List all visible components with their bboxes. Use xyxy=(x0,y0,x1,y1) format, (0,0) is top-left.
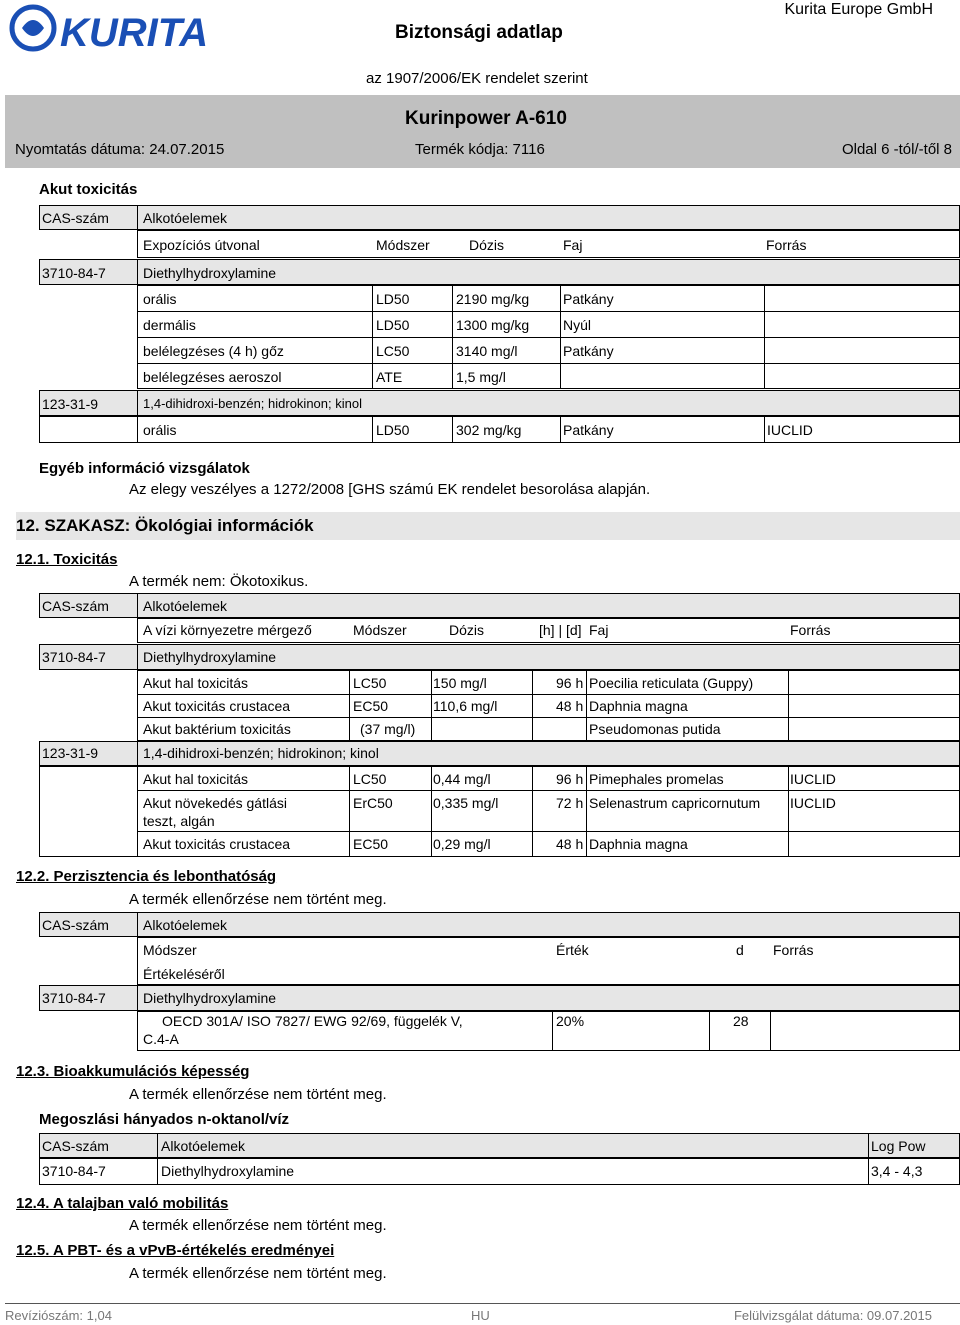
col-cas: CAS-szám xyxy=(42,598,109,614)
species: Nyúl xyxy=(563,317,592,333)
col-effect: A vízi környezetre mérgező xyxy=(143,622,312,638)
regulation-text: az 1907/2006/EK rendelet szerint xyxy=(366,70,588,87)
col-evaluation: Értékeléséről xyxy=(143,966,225,982)
method: ErC50 xyxy=(353,795,393,811)
method: EC50 xyxy=(353,698,389,714)
time: 48 h xyxy=(556,836,584,852)
company-name: Kurita Europe GmbH xyxy=(784,1,933,18)
method: LD50 xyxy=(376,422,410,438)
species: Poecilia reticulata (Guppy) xyxy=(589,675,754,691)
col-logpow: Log Pow xyxy=(871,1138,926,1154)
subsection-12-4-title: 12.4. A talajban való mobilitás xyxy=(16,1195,229,1212)
source: IUCLID xyxy=(790,795,836,811)
subsection-12-3-note: A termék ellenőrzése nem történt meg. xyxy=(129,1086,387,1103)
col-route: Expozíciós útvonal xyxy=(143,237,260,253)
revision-number: Revíziószám: 1,04 xyxy=(5,1308,112,1323)
dose: 0,335 mg/l xyxy=(433,795,499,811)
effect: Akut toxicitás crustacea xyxy=(143,836,291,852)
col-method: Módszer xyxy=(353,622,407,638)
cas-number: 3710-84-7 xyxy=(42,649,106,665)
col-components: Alkotóelemek xyxy=(143,598,228,614)
document-header xyxy=(0,0,960,170)
partition-coefficient-title: Megoszlási hányados n-oktanol/víz xyxy=(39,1111,290,1128)
method: LC50 xyxy=(353,771,387,787)
col-source: Forrás xyxy=(773,942,814,958)
document-title: Biztonsági adatlap xyxy=(395,22,563,43)
method: OECD 301A/ ISO 7827/ EWG 92/69, függelék V, xyxy=(162,1013,463,1029)
other-info-title: Egyéb információ vizsgálatok xyxy=(39,460,250,477)
cas-number: 3710-84-7 xyxy=(42,265,106,281)
col-components: Alkotóelemek xyxy=(143,917,228,933)
effect: Akut növekedés gátlási xyxy=(143,795,287,811)
component-name: 1,4-dihidroxi-benzén; hidrokinon; kinol xyxy=(143,745,379,761)
col-species: Faj xyxy=(589,622,609,638)
col-method: Módszer xyxy=(143,942,197,958)
route: belélegzéses (4 h) gőz xyxy=(143,343,284,359)
effect-continued: teszt, algán xyxy=(143,813,215,829)
species: Pimephales promelas xyxy=(589,771,724,787)
col-source: Forrás xyxy=(790,622,831,638)
dose: 150 mg/l xyxy=(433,675,487,691)
time: 96 h xyxy=(556,675,584,691)
dose: 0,44 mg/l xyxy=(433,771,491,787)
subsection-12-5-title: 12.5. A PBT- és a vPvB-értékelés eredményei xyxy=(16,1242,335,1259)
method: (37 mg/l) xyxy=(360,721,416,737)
effect: Akut hal toxicitás xyxy=(143,771,249,787)
effect: Akut toxicitás crustacea xyxy=(143,698,291,714)
subsection-12-3-title: 12.3. Bioakkumulációs képesség xyxy=(16,1063,250,1080)
col-cas: CAS-szám xyxy=(42,917,109,933)
col-components: Alkotóelemek xyxy=(143,210,228,226)
product-name: Kurinpower A-610 xyxy=(405,108,567,129)
col-source: Forrás xyxy=(766,237,807,253)
dose: 302 mg/kg xyxy=(456,422,522,438)
col-dose: Dózis xyxy=(469,237,505,253)
col-time: [h] | [d] xyxy=(539,622,582,638)
effect: Akut hal toxicitás xyxy=(143,675,249,691)
method-continued: C.4-A xyxy=(143,1031,179,1047)
col-days: d xyxy=(736,942,744,958)
col-value: Érték xyxy=(556,942,589,958)
component-name: 1,4-dihidroxi-benzén; hidrokinon; kinol xyxy=(143,396,362,411)
route: orális xyxy=(143,422,177,438)
dose: 1,5 mg/l xyxy=(456,369,506,385)
subsection-12-4-note: A termék ellenőrzése nem történt meg. xyxy=(129,1217,387,1234)
species: Patkány xyxy=(563,291,614,307)
species: Daphnia magna xyxy=(589,836,688,852)
print-date: Nyomtatás dátuma: 24.07.2015 xyxy=(15,141,225,158)
subsection-12-2-title: 12.2. Perzisztencia és lebonthatóság xyxy=(16,868,277,885)
acute-toxicity-title: Akut toxicitás xyxy=(39,181,138,198)
source: IUCLID xyxy=(767,422,813,438)
species: Selenastrum capricornutum xyxy=(589,795,761,811)
subsection-12-1-title: 12.1. Toxicitás xyxy=(16,551,118,568)
method: LD50 xyxy=(376,317,410,333)
dose: 3140 mg/l xyxy=(456,343,518,359)
component-name: Diethylhydroxylamine xyxy=(143,990,277,1006)
species: Patkány xyxy=(563,343,614,359)
cas-number: 123-31-9 xyxy=(42,745,99,761)
value: 20% xyxy=(556,1013,585,1029)
col-dose: Dózis xyxy=(449,622,485,638)
product-band xyxy=(5,95,960,168)
col-components: Alkotóelemek xyxy=(161,1138,246,1154)
dose: 0,29 mg/l xyxy=(433,836,491,852)
days: 28 xyxy=(733,1013,749,1029)
effect: Akut baktérium toxicitás xyxy=(143,721,291,737)
component-name: Diethylhydroxylamine xyxy=(143,649,277,665)
subsection-12-5-note: A termék ellenőrzése nem történt meg. xyxy=(129,1265,387,1282)
section-12-title: 12. SZAKASZ: Ökológiai információk xyxy=(16,516,314,535)
method: LC50 xyxy=(376,343,410,359)
dose: 2190 mg/kg xyxy=(456,291,530,307)
dose: 110,6 mg/l xyxy=(433,698,498,714)
section-12-heading xyxy=(16,512,960,540)
species: Pseudomonas putida xyxy=(589,721,721,737)
route: dermális xyxy=(143,317,196,333)
species: Patkány xyxy=(563,422,614,438)
route: belélegzéses aeroszol xyxy=(143,369,282,385)
cas-number: 3710-84-7 xyxy=(42,990,106,1006)
footer-divider xyxy=(5,1303,960,1304)
product-code: Termék kódja: 7116 xyxy=(415,141,545,158)
page-number: Oldal 6 -tól/-től 8 xyxy=(841,141,952,158)
source: IUCLID xyxy=(790,771,836,787)
col-cas: CAS-szám xyxy=(42,1138,109,1154)
kurita-logo-icon xyxy=(8,0,228,60)
dose: 1300 mg/kg xyxy=(456,317,530,333)
other-info-text: Az elegy veszélyes a 1272/2008 [GHS számú EK rendelet besorolása alapján. xyxy=(129,481,651,498)
svg-text:KURITA: KURITA xyxy=(60,11,209,55)
method: ATE xyxy=(376,369,403,385)
col-method: Módszer xyxy=(376,237,430,253)
method: LD50 xyxy=(376,291,410,307)
col-species: Faj xyxy=(563,237,583,253)
kurita-logo xyxy=(8,0,228,60)
cas-number: 123-31-9 xyxy=(42,396,99,412)
language-code: HU xyxy=(471,1308,490,1323)
component-name: Diethylhydroxylamine xyxy=(161,1163,295,1179)
method: LC50 xyxy=(353,675,387,691)
review-date: Felülvizsgálat dátuma: 09.07.2015 xyxy=(733,1308,932,1323)
time: 96 h xyxy=(556,771,584,787)
time: 48 h xyxy=(556,698,584,714)
time: 72 h xyxy=(556,795,584,811)
method: EC50 xyxy=(353,836,389,852)
cas-number: 3710-84-7 xyxy=(42,1163,106,1179)
subsection-12-1-note: A termék nem: Ökotoxikus. xyxy=(129,573,309,590)
route: orális xyxy=(143,291,177,307)
subsection-12-2-note: A termék ellenőrzése nem történt meg. xyxy=(129,891,387,908)
logpow-value: 3,4 - 4,3 xyxy=(871,1163,923,1179)
component-name: Diethylhydroxylamine xyxy=(143,265,277,281)
col-cas: CAS-szám xyxy=(42,210,109,226)
species: Daphnia magna xyxy=(589,698,688,714)
